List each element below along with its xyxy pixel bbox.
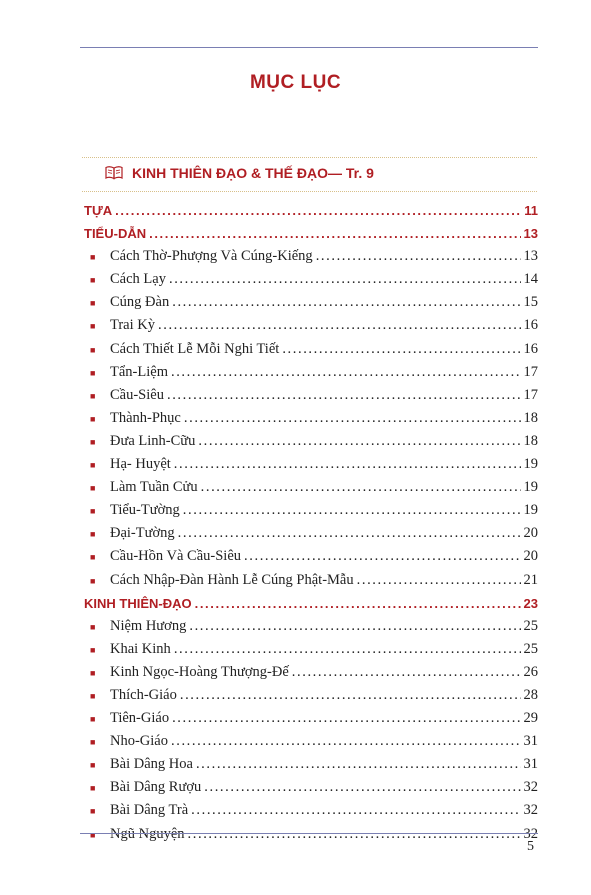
toc-heading-row[interactable]	[84, 222, 538, 245]
dot-leader	[189, 615, 520, 638]
toc-page-number: 16	[523, 317, 538, 334]
toc-entry-label: Đưa Linh-Cữu	[110, 432, 196, 449]
toc-entry-row[interactable]	[84, 569, 538, 592]
toc-page-number: 17	[523, 386, 538, 403]
square-bullet-icon: ■	[90, 829, 96, 840]
dot-leader	[191, 799, 520, 822]
toc-heading-row[interactable]	[84, 199, 538, 222]
square-bullet-icon: ■	[90, 667, 96, 678]
toc-entry-row[interactable]	[84, 314, 538, 337]
square-bullet-icon: ■	[90, 621, 96, 632]
toc-entry-row[interactable]	[84, 384, 538, 407]
dot-leader	[357, 569, 521, 592]
square-bullet-icon: ■	[90, 644, 96, 655]
toc-entry-label: Thành-Phục	[110, 409, 181, 426]
bottom-rule	[80, 833, 538, 834]
dot-leader	[201, 476, 521, 499]
toc-entry-row[interactable]	[84, 776, 538, 799]
dot-leader	[292, 661, 521, 684]
toc-page-number: 19	[523, 479, 538, 496]
toc-page-number: 18	[523, 432, 538, 449]
toc-entry-row[interactable]	[84, 338, 538, 361]
toc-entry-label: Bài Dâng Rượu	[110, 779, 202, 796]
toc-entry-row[interactable]	[84, 638, 538, 661]
dot-leader	[184, 407, 521, 430]
dot-leader	[171, 730, 521, 753]
dot-leader	[158, 314, 521, 337]
dot-leader	[169, 268, 521, 291]
toc-heading-row[interactable]	[84, 592, 538, 615]
toc-page-number: 14	[523, 271, 538, 288]
section-heading-text: KINH THIÊN ĐẠO & THẾ ĐẠO— Tr. 9	[132, 165, 374, 181]
dot-leader	[282, 338, 520, 361]
toc-entry-row[interactable]	[84, 407, 538, 430]
toc-page-number: 16	[523, 340, 538, 357]
table-of-contents	[84, 199, 538, 846]
toc-entry-label: Cầu-Hồn Và Cầu-Siêu	[110, 548, 242, 565]
dot-leader	[195, 592, 521, 615]
square-bullet-icon: ■	[90, 506, 96, 517]
toc-entry-row[interactable]	[84, 453, 538, 476]
square-bullet-icon: ■	[90, 760, 96, 771]
dot-leader	[167, 384, 521, 407]
dot-leader	[174, 453, 521, 476]
square-bullet-icon: ■	[90, 737, 96, 748]
square-bullet-icon: ■	[90, 275, 96, 286]
dot-leader	[183, 499, 521, 522]
dot-leader	[244, 545, 520, 568]
toc-entry-label: TIỂU-DẪN	[84, 226, 147, 242]
toc-entry-row[interactable]	[84, 476, 538, 499]
section-heading	[105, 165, 374, 181]
toc-entry-label: Cách Thiết Lễ Mỗi Nghi Tiết	[110, 340, 280, 357]
toc-entry-label: Tẩn-Liệm	[110, 363, 168, 380]
page-number: 5	[527, 839, 534, 854]
toc-page-number: 20	[523, 548, 538, 565]
toc-entry-row[interactable]	[84, 615, 538, 638]
toc-page-number: 31	[523, 733, 538, 750]
toc-entry-row[interactable]	[84, 707, 538, 730]
square-bullet-icon: ■	[90, 552, 96, 563]
toc-page-number: 19	[523, 456, 538, 473]
toc-page-number: 32	[523, 779, 538, 796]
toc-page-number: 28	[523, 686, 538, 703]
toc-entry-row[interactable]	[84, 430, 538, 453]
square-bullet-icon: ■	[90, 436, 96, 447]
dot-leader	[180, 684, 521, 707]
toc-page-number: 29	[523, 710, 538, 727]
square-bullet-icon: ■	[90, 783, 96, 794]
dot-leader	[149, 222, 520, 245]
toc-entry-row[interactable]	[84, 799, 538, 822]
dot-leader	[115, 199, 521, 222]
toc-entry-label: Niệm Hương	[110, 617, 187, 634]
toc-entry-label: Cách Nhập-Đàn Hành Lễ Cúng Phật-Mẫu	[110, 571, 354, 588]
toc-entry-row[interactable]	[84, 245, 538, 268]
toc-entry-label: KINH THIÊN-ĐẠO	[84, 595, 192, 611]
toc-page-number: 15	[523, 294, 538, 311]
square-bullet-icon: ■	[90, 690, 96, 701]
toc-entry-label: Kinh Ngọc-Hoàng Thượng-Đế	[110, 663, 289, 680]
square-bullet-icon: ■	[90, 460, 96, 471]
dot-leader	[196, 753, 521, 776]
dot-leader	[188, 823, 521, 846]
toc-page-number: 31	[523, 756, 538, 773]
toc-entry-label: Làm Tuần Cửu	[110, 479, 198, 496]
toc-entry-label: Cách Lạy	[110, 271, 166, 288]
toc-entry-label: Tiên-Giáo	[110, 710, 170, 727]
open-book-icon	[105, 166, 123, 180]
toc-page-number: 20	[523, 525, 538, 542]
dot-leader	[204, 776, 520, 799]
toc-entry-row[interactable]	[84, 823, 538, 846]
toc-entry-label: Đại-Tường	[110, 525, 175, 542]
dot-leader	[178, 522, 521, 545]
toc-entry-row[interactable]	[84, 522, 538, 545]
square-bullet-icon: ■	[90, 344, 96, 355]
toc-entry-label: Cúng Đàn	[110, 294, 170, 311]
page-title: MỤC LỤC	[249, 72, 342, 93]
square-bullet-icon: ■	[90, 390, 96, 401]
toc-page-number: 21	[523, 571, 538, 588]
toc-page-number: 18	[523, 409, 538, 426]
toc-page-number: 13	[523, 226, 538, 242]
toc-entry-label: Nho-Giáo	[110, 733, 168, 750]
toc-page-number: 17	[523, 363, 538, 380]
square-bullet-icon: ■	[90, 367, 96, 378]
square-bullet-icon: ■	[90, 806, 96, 817]
toc-entry-label: Hạ- Huyệt	[110, 456, 171, 473]
toc-page-number: 13	[523, 248, 538, 265]
toc-page-number: 25	[523, 640, 538, 657]
toc-entry-row[interactable]	[84, 545, 538, 568]
square-bullet-icon: ■	[90, 529, 96, 540]
toc-page-number: 23	[523, 595, 538, 611]
toc-page-number: 25	[523, 617, 538, 634]
dot-leader	[316, 245, 521, 268]
toc-entry-label: Trai Kỳ	[110, 317, 155, 334]
toc-entry-row[interactable]	[84, 361, 538, 384]
toc-entry-row[interactable]	[84, 291, 538, 314]
square-bullet-icon: ■	[90, 252, 96, 263]
toc-page-number: 32	[523, 825, 538, 842]
toc-entry-row[interactable]	[84, 661, 538, 684]
toc-page-number: 32	[523, 802, 538, 819]
dot-leader	[174, 638, 521, 661]
square-bullet-icon: ■	[90, 714, 96, 725]
toc-page-number: 26	[523, 663, 538, 680]
toc-entry-label: Thích-Giáo	[110, 686, 177, 703]
toc-entry-label: Cách Thờ-Phượng Và Cúng-Kiếng	[110, 248, 313, 265]
dot-leader	[172, 707, 520, 730]
toc-entry-row[interactable]	[84, 753, 538, 776]
toc-page-number: 19	[523, 502, 538, 519]
square-bullet-icon: ■	[90, 321, 96, 332]
dot-leader	[172, 291, 520, 314]
toc-entry-row[interactable]	[84, 730, 538, 753]
toc-entry-label: Tiểu-Tường	[110, 502, 180, 519]
toc-entry-label: Khai Kinh	[110, 640, 171, 657]
toc-entry-label: Bài Dâng Hoa	[110, 756, 193, 773]
toc-entry-row[interactable]	[84, 499, 538, 522]
dot-leader	[171, 361, 521, 384]
square-bullet-icon: ■	[90, 413, 96, 424]
top-rule	[80, 47, 538, 48]
square-bullet-icon: ■	[90, 575, 96, 586]
toc-entry-label: Bài Dâng Trà	[110, 802, 189, 819]
toc-page-number: 11	[524, 203, 538, 218]
square-bullet-icon: ■	[90, 298, 96, 309]
toc-entry-label: Cầu-Siêu	[110, 386, 164, 403]
toc-entry-label: TỰA	[84, 203, 113, 218]
dot-leader	[198, 430, 520, 453]
toc-entry-row[interactable]	[84, 684, 538, 707]
square-bullet-icon: ■	[90, 483, 96, 494]
toc-entry-label: Ngũ Nguyện	[110, 825, 185, 842]
toc-entry-row[interactable]	[84, 268, 538, 291]
